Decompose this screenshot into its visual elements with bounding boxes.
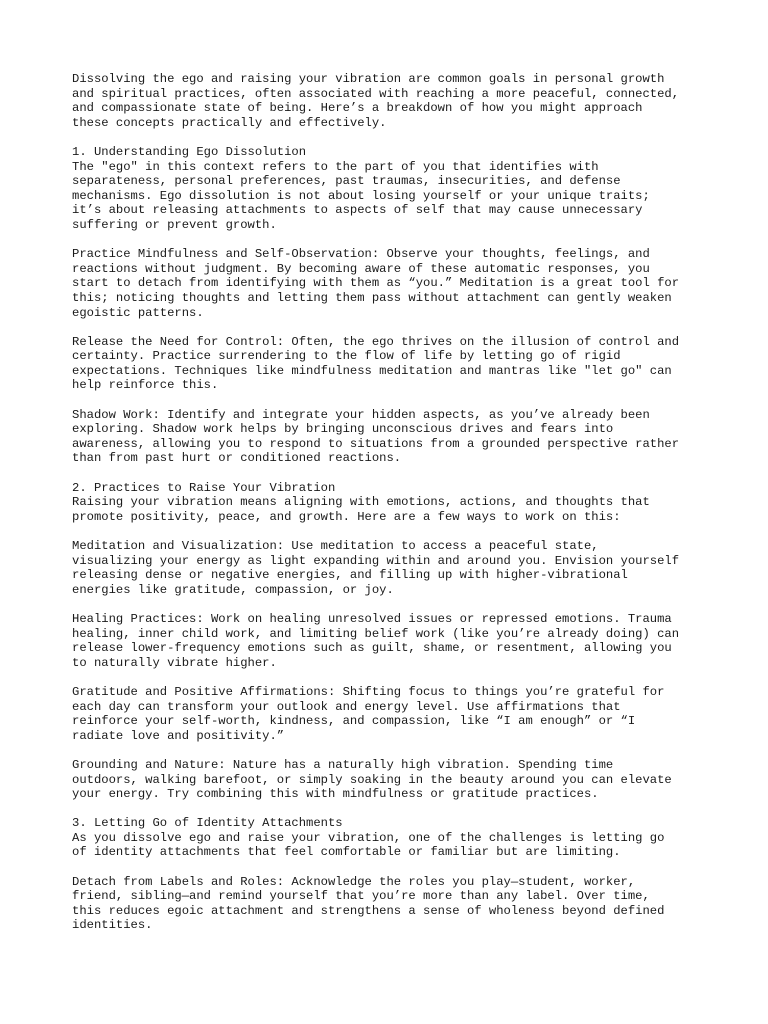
text-line: this reduces egoic attachment and strengthens a sense of wholeness beyond defined <box>72 903 665 918</box>
text-line: suffering or prevent growth. <box>72 217 277 232</box>
text-line: awareness, allowing you to respond to situations from a grounded perspective rather <box>72 436 680 451</box>
text-line: each day can transform your outlook and energy level. Use affirmations that <box>72 699 621 714</box>
paragraph <box>72 612 712 670</box>
text-line: of identity attachments that feel comfortable or familiar but are limiting. <box>72 845 621 860</box>
paragraph <box>72 758 712 802</box>
paragraph <box>72 145 712 233</box>
text-line: As you dissolve ego and raise your vibration, one of the challenges is letting go <box>72 830 665 845</box>
text-line: promote positivity, peace, and growth. Here are a few ways to work on this: <box>72 509 621 524</box>
paragraph <box>72 247 712 320</box>
text-line: Practice Mindfulness and Self-Observation: Observe your thoughts, feelings, and <box>72 247 650 262</box>
text-line: exploring. Shadow work helps by bringing unconscious drives and fears into <box>72 422 614 437</box>
text-line: outdoors, walking barefoot, or simply soaking in the beauty around you can elevate <box>72 772 672 787</box>
paragraph <box>72 481 712 525</box>
document-page <box>72 72 712 948</box>
text-line: this; noticing thoughts and letting them pass without attachment can gently weaken <box>72 290 672 305</box>
text-line: healing, inner child work, and limiting belief work (like you’re already doing) can <box>72 626 680 641</box>
text-line: start to detach from identifying with them as “you.” Meditation is a great tool for <box>72 276 680 291</box>
text-line: these concepts practically and effectively. <box>72 115 387 130</box>
text-line: identities. <box>72 918 153 933</box>
text-line: Detach from Labels and Roles: Acknowledge the roles you play—student, worker, <box>72 874 636 889</box>
text-line: Raising your vibration means aligning with emotions, actions, and thoughts that <box>72 495 650 510</box>
text-line: energies like gratitude, compassion, or joy. <box>72 582 394 597</box>
text-line: certainty. Practice surrendering to the flow of life by letting go of rigid <box>72 349 621 364</box>
text-line: reinforce your self-worth, kindness, and compassion, like “I am enough” or “I <box>72 714 636 729</box>
text-line: friend, sibling—and remind yourself that you’re more than any label. Over time, <box>72 889 650 904</box>
text-line: release lower-frequency emotions such as guilt, shame, or resentment, allowing you <box>72 641 672 656</box>
text-line: 1. Understanding Ego Dissolution <box>72 144 307 159</box>
text-line: reactions without judgment. By becoming aware of these automatic responses, you <box>72 261 650 276</box>
text-line: Meditation and Visualization: Use meditation to access a peaceful state, <box>72 539 599 553</box>
text-line: visualizing your energy as light expanding within and around you. Envision yourself <box>72 553 680 568</box>
text-line: and spiritual practices, often associated with reaching a more peaceful, connected, <box>72 86 680 101</box>
text-line: your energy. Try combining this with mindfulness or gratitude practices. <box>72 787 599 802</box>
text-line: Shadow Work: Identify and integrate your hidden aspects, as you’ve already been <box>72 407 650 422</box>
text-line: separateness, personal preferences, past traumas, insecurities, and defense <box>72 174 621 189</box>
text-line: Release the Need for Control: Often, the ego thrives on the illusion of control and <box>72 334 680 349</box>
text-line: and compassionate state of being. Here’s a breakdown of how you might approach <box>72 101 643 116</box>
text-line: egoistic patterns. <box>72 305 204 320</box>
paragraph <box>72 816 712 860</box>
text-line: expectations. Techniques like mindfulness meditation and mantras like "let go" can <box>72 363 672 378</box>
paragraph <box>72 875 712 933</box>
text-line: Gratitude and Positive Affirmations: Shifting focus to things you’re grateful for <box>72 684 665 699</box>
text-line: 3. Letting Go of Identity Attachments <box>72 816 343 831</box>
text-line: Dissolving the ego and raising your vibration are common goals in personal growth <box>72 72 665 86</box>
text-line: releasing dense or negative energies, and filling up with higher-vibrational <box>72 568 628 583</box>
text-line: The "ego" in this context refers to the part of you that identifies with <box>72 159 599 174</box>
paragraph <box>72 335 712 393</box>
text-line: to naturally vibrate higher. <box>72 655 277 670</box>
text-line: 2. Practices to Raise Your Vibration <box>72 480 336 495</box>
paragraph <box>72 408 712 466</box>
text-line: mechanisms. Ego dissolution is not about losing yourself or your unique traits; <box>72 188 650 203</box>
text-line: than from past hurt or conditioned reactions. <box>72 451 402 466</box>
text-line: Grounding and Nature: Nature has a naturally high vibration. Spending time <box>72 757 614 772</box>
text-line: radiate love and positivity.” <box>72 728 285 743</box>
text-line: Healing Practices: Work on healing unresolved issues or repressed emotions. Trauma <box>72 611 672 626</box>
text-line: it’s about releasing attachments to aspects of self that may cause unnecessary <box>72 203 643 218</box>
paragraph <box>72 72 712 130</box>
paragraph <box>72 539 712 597</box>
paragraph <box>72 685 712 743</box>
document-body <box>72 72 712 933</box>
text-line: help reinforce this. <box>72 378 219 393</box>
